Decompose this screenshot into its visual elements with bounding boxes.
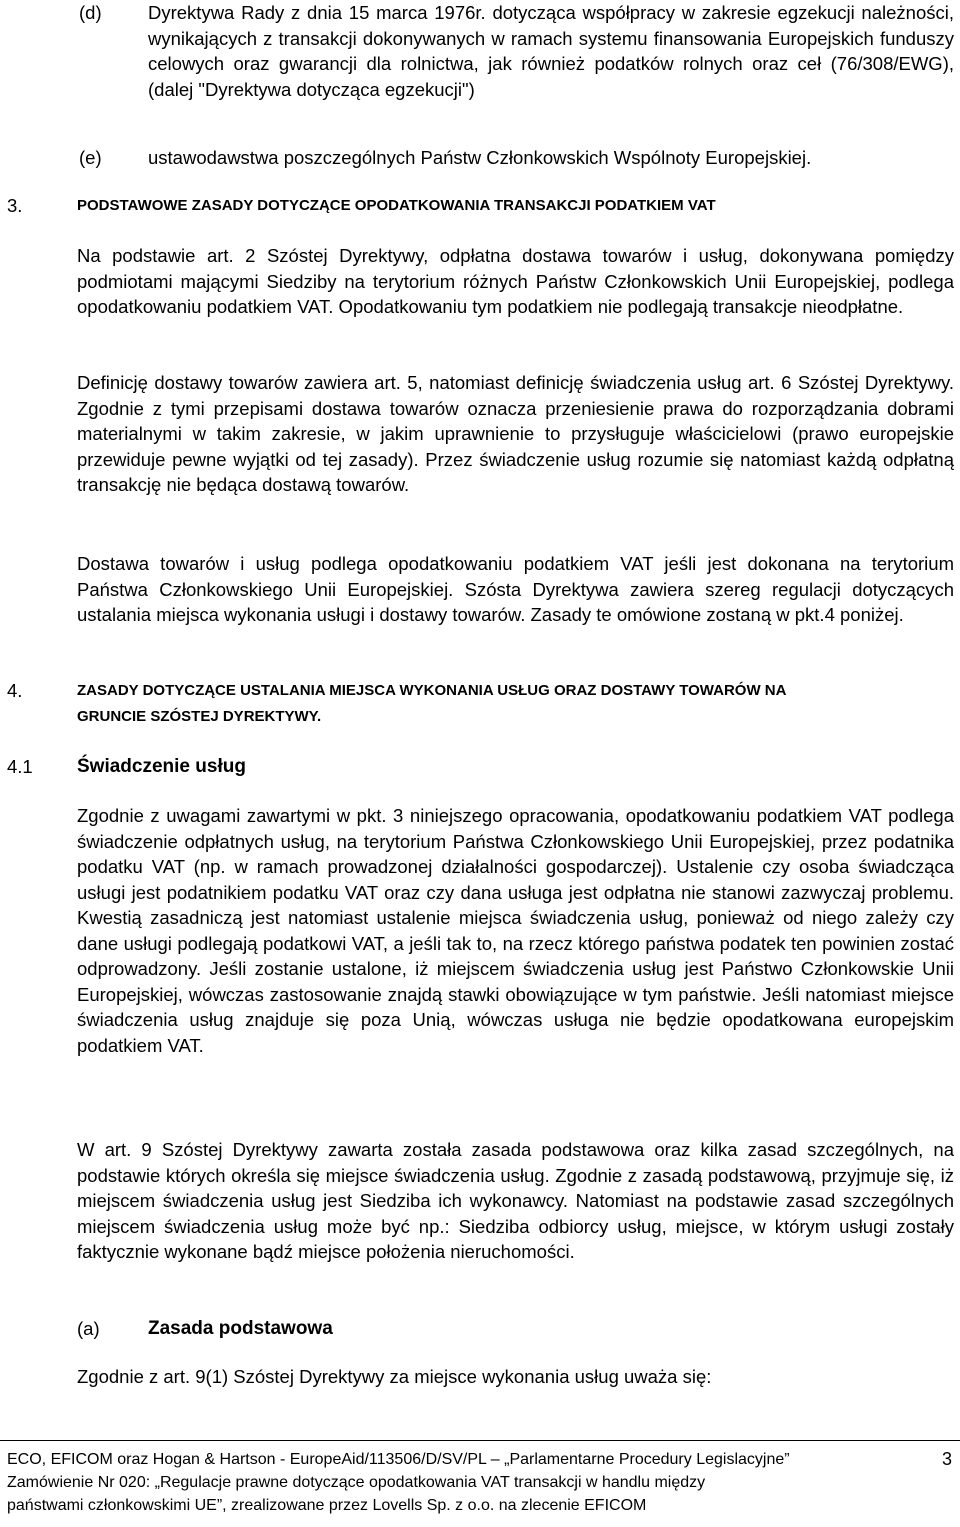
list-item-d-text: Dyrektywa Rady z dnia 15 marca 1976r. dotycząca współpracy w zakresie egzekucji należności, wynikających z transakcji dokonywanych w ramach systemu finansowania Europejskich funduszy celowych oraz gwarancji dla rolnictwa, jak również podatków rolnych oraz ceł (76/308/EWG), (dalej "Dyrektywa dotycząca egzekucji") bbox=[148, 2, 954, 100]
page-footer bbox=[0, 1440, 960, 1527]
footer-line-1: ECO, EFICOM oraz Hogan & Hartson - EuropeAid/113506/D/SV/PL – „Parlamentarne Procedury Legislacyjne” bbox=[7, 1451, 790, 1468]
section-3-paragraph-3: Dostawa towarów i usług podlega opodatkowaniu podatkiem VAT jeśli jest dokonana na terytorium Państwa Członkowskiego Unii Europejskiej. Szósta Dyrektywa zawiera szereg regulacji dotyczących ustalania miejsca wykonania usługi i dostawy towarów. Zasady te omówione zostaną w pkt.4 poniżej. bbox=[77, 553, 954, 625]
sub-a-heading: Zasada podstawowa bbox=[148, 1318, 333, 1339]
footer-line-3: państwami członkowskimi UE”, zrealizowane przez Lovells Sp. z o.o. na zlecenie EFICOM bbox=[7, 1497, 647, 1514]
section-4-1-paragraph-1: Zgodnie z uwagami zawartymi w pkt. 3 niniejszego opracowania, opodatkowaniu podatkiem VAT podlega świadczenie odpłatnych usług, na terytorium Państwa Członkowskiego Unii Europejskiej, przez podatnika podatku VAT (np. w ramach prowadzonej działalności gospodarczej). Ustalenie czy osoba świadcząca usługi jest podatnikiem podatku VAT oraz czy dana usługa jest odpłatna nie stanowi zazwyczaj problemu. Kwestią zasadniczą jest natomiast ustalenie miejsca świadczenia usług, ponieważ od niego zależy czy dane usługi podlegają podatkowi VAT, a jeśli tak to, na rzecz którego państwa podatek ten powinien zostać odprowadzony. Jeśli zostanie ustalone, iż miejscem świadczenia usług jest Państwo Członkowskie Unii Europejskiej, wówczas zastosowanie znajdą stawki obowiązujące w tym państwie. Jeśli natomiast miejsce świadczenia usług znajduje się poza Unią, wówczas usługa nie będzie opodatkowana europejskim podatkiem VAT. bbox=[77, 805, 954, 1056]
section-4-1-paragraph-2: W art. 9 Szóstej Dyrektywy zawarta została zasada podstawowa oraz kilka zasad szczególnych, na podstawie których określa się miejsce świadczenia usług. Zgodnie z zasadą podstawową, przyjmuje się, iż miejscem świadczenia usług jest Siedziba ich wykonawcy. Natomiast na podstawie zasad szczególnych miejscem świadczenia usług może być np.: Siedziba odbiorcy usług, miejsce, w którym usługi zostały faktycznie wykonane bądź miejsce położenia nieruchomości. bbox=[77, 1139, 954, 1262]
section-4-heading-line-2: GRUNCIE SZÓSTEJ DYREKTYWY. bbox=[77, 708, 322, 725]
sub-a-label: (a) bbox=[77, 1318, 100, 1339]
section-4-number: 4. bbox=[7, 680, 23, 701]
sub-a-text: Zgodnie z art. 9(1) Szóstej Dyrektywy za miejsce wykonania usług uważa się: bbox=[77, 1366, 712, 1387]
section-4-1-number: 4.1 bbox=[7, 756, 33, 777]
list-label-d: (d) bbox=[79, 2, 102, 23]
list-item-e-text: ustawodawstwa poszczególnych Państw Członkowskich Wspólnoty Europejskiej. bbox=[148, 147, 812, 168]
footer-line-2: Zamówienie Nr 020: „Regulacje prawne dotyczące opodatkowania VAT transakcji w handlu między bbox=[7, 1474, 706, 1491]
section-3-heading: PODSTAWOWE ZASADY DOTYCZĄCE OPODATKOWANIA TRANSAKCJI PODATKIEM VAT bbox=[77, 197, 716, 214]
section-3-paragraph-1: Na podstawie art. 2 Szóstej Dyrektywy, odpłatna dostawa towarów i usług, dokonywana pomiędzy podmiotami mającymi Siedziby na terytorium różnych Państw Członkowskich Unii Europejskiej, podlega opodatkowaniu podatkiem VAT. Opodatkowaniu tym podatkiem nie podlegają transakcje nieodpłatne. bbox=[77, 245, 954, 317]
page-number: 3 bbox=[941, 1449, 952, 1469]
section-4-heading-line-1: ZASADY DOTYCZĄCE USTALANIA MIEJSCA WYKONANIA USŁUG ORAZ DOSTAWY TOWARÓW NA bbox=[77, 682, 787, 699]
section-3-number: 3. bbox=[7, 195, 23, 216]
section-4-1-heading: Świadczenie usług bbox=[77, 756, 246, 777]
section-3-paragraph-2: Definicję dostawy towarów zawiera art. 5, natomiast definicję świadczenia usług art. 6 Szóstej Dyrektywy. Zgodnie z tymi przepisami dostawa towarów oznacza przeniesienie prawa do rozporządzania dobrami materialnymi w takim zakresie, w jakim uprawnienie to przysługuje właścicielowi (prawo europejskie przewiduje pewne wyjątki od tej zasady). Przez świadczenie usług rozumie się natomiast każdą odpłatną transakcję nie będąca dostawą towarów. bbox=[77, 372, 954, 495]
list-label-e: (e) bbox=[79, 147, 102, 168]
